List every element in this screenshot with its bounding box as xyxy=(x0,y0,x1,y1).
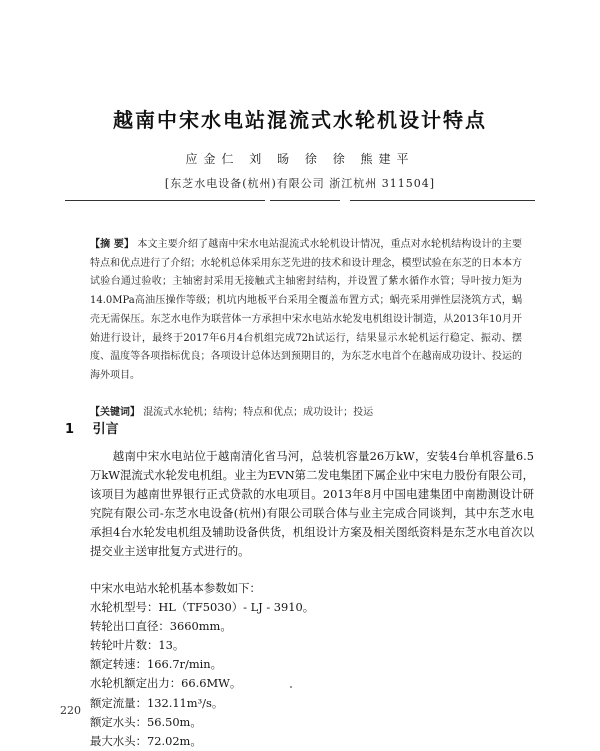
affiliation-line: [东芝水电设备(杭州)有限公司 浙江杭州 311504] xyxy=(164,177,436,190)
parameter-item: 水轮机型号：HL（TF5030）- LJ - 3910。 xyxy=(90,600,315,615)
intro-paragraph: 越南中宋水电站位于越南清化省马河，总装机容量26万kW，安装4台单机容量6.5万kW混流式水轮发电机组。业主为EVN第二发电集团下属企业中宋电力股份有限公司，该项目为越南世界银行正式贷款的水电项目。2013年8月中国电建集团中南勘测设计研究院有限公司-东芝水电设备(杭州)有限公司联合体与业主完成合同谈判，其中东芝水电承担4台水轮发电机组及辅助设备供货，机组设计方案及相关图纸资料是东芝水电首次以提交业主送审批复方式进行的。 xyxy=(90,449,534,558)
section-heading xyxy=(65,418,119,437)
keywords-block xyxy=(90,404,522,422)
keywords-text: 混流式水轮机；结构；特点和优点；成功设计；投运 xyxy=(143,407,374,418)
divider-right xyxy=(350,200,535,201)
divider-middle xyxy=(270,200,340,201)
parameter-item: 转轮叶片数：13。 xyxy=(90,638,185,653)
section-title: 引言 xyxy=(92,422,119,437)
parameter-list-heading: 中宋水电站水轮机基本参数如下： xyxy=(90,581,261,595)
scan-speck xyxy=(290,686,292,688)
parameter-item: 最大水头：72.02m。 xyxy=(90,733,202,748)
parameter-list xyxy=(90,579,534,751)
divider-left xyxy=(65,200,265,201)
abstract-block xyxy=(90,236,522,386)
parameter-item: 额定流量：132.11m³/s。 xyxy=(90,695,224,710)
parameter-item: 额定水头：56.50m。 xyxy=(90,714,202,729)
authors-line: 应金仁 刘 旸 徐 徐 熊建平 xyxy=(185,152,415,166)
keywords-label: 【关键词】 xyxy=(90,407,140,418)
page-number: 220 xyxy=(60,704,81,717)
parameter-item: 水轮机额定出力：66.6MW。 xyxy=(90,676,242,691)
parameter-item: 转轮出口直径：3660mm。 xyxy=(90,619,232,634)
parameter-item: 额定转速：166.7r/min。 xyxy=(90,657,223,672)
paper-title: 越南中宋水电站混流式水轮机设计特点 xyxy=(113,108,487,132)
section-number: 1 xyxy=(65,422,75,437)
abstract-text: 本文主要介绍了越南中宋水电站混流式水轮机设计情况，重点对水轮机结构设计的主要特点和优点进行了介绍；水轮机总体采用东芝先进的技术和设计理念，模型试验在东芝的日本本方试验台通过验收；主轴密封采用无接触式主轴密封结构，并设置了紫水循作水管；导叶按力矩为14.0MPa高油压操作等级；机坑内地板平台采用全覆盖布置方式；蜗壳采用弹性层浇筑方式，蜗壳无需保压。东芝水电作为联营体一方承担中宋水电站水轮发电机组设计制造，从2013年10月开始进行设计，最终于2017年6月4台机组完成72h试运行，结果显示水轮机运行稳定、振动、摆度、温度等各项指标优良；各项设计总体达到预期目的，为东芝水电首个在越南成功设计、投运的海外项目。 xyxy=(90,239,523,381)
body-text xyxy=(90,447,534,561)
abstract-label: 【摘 要】 xyxy=(90,239,135,250)
